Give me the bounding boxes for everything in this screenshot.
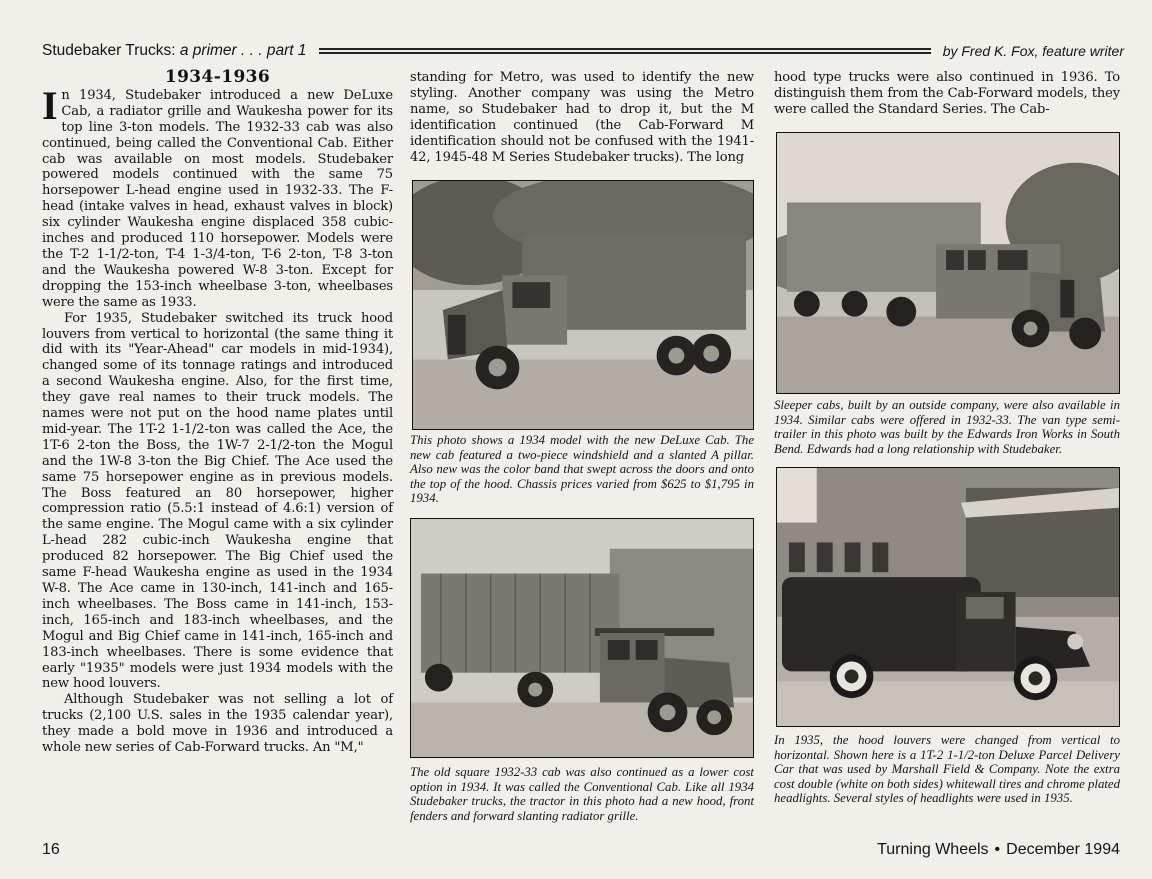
sleeper-cab-illustration [777, 133, 1119, 393]
paragraph-1934 [42, 82, 393, 311]
paragraph-1934-text: n 1934, Studebaker introduced a new DeLuxe Cab, a radiator grille and Waukesha power for its top line 3-ton models. The 1932-33 cab was also continued, being called the Conventional Cab. Either cab was available on most models. Studebaker powered models continued with the same 75 horsepower L-head engine used in 1932-33. The F-head (intake valves in head, exhaust valves in block) six cylinder Waukesha engine displaced 358 cubic-inches and produced 110 horsepower. Models were the T-2 1-1/2-ton, T-4 1-3/4-ton, T-6 2-ton, T-8 3-ton and the Waukesha powered W-8 3-ton. Except for dropping the 153-inch wheelbase 3-ton, wheelbases were the same as 1933. [42, 87, 393, 310]
series-name: Studebaker Trucks: [42, 42, 176, 59]
caption-photo-2: The old square 1932-33 cab was also continued as a lower cost option in 1934. It was called the Conventional Cab. Like all 1934 Studebaker trucks, the tractor in this photo had a new hood, front fenders and forward slanting radiator grille. [410, 765, 754, 823]
series-subtitle: a primer . . . part 1 [179, 42, 307, 59]
page-footer [877, 841, 1120, 859]
photo-conventional-cab [410, 518, 754, 758]
drop-cap: I [42, 82, 58, 128]
photo-sleeper-cab [776, 132, 1120, 394]
header-rule [319, 48, 931, 54]
paragraph-1936: Although Studebaker was not selling a lot of trucks (2,100 U.S. sales in the 1935 calendar year), they made a bold move in 1936 and introduced a whole new series of Cab-Forward trucks. An "M," [42, 692, 393, 756]
section-title: 1934-1936 [164, 67, 271, 87]
page-number: 16 [42, 841, 60, 858]
photo-1934-deluxe-cab [412, 180, 754, 430]
caption-photo-4: In 1935, the hood louvers were changed from vertical to horizontal. Shown here is a 1T-2 1-1/2-ton Deluxe Parcel Delivery Car that was used by Marshall Field & Company. Note the extra cost double (white on both sides) whitewall tires and chrome plated headlights. Several styles of headlights were used in 1935. [774, 733, 1120, 806]
tractor-trailer-illustration [411, 519, 753, 757]
paragraph-standard-series: hood type trucks were also continued in 1936. To distinguish them from the Cab-Forward models, they were called the Standard Series. The Cab- [774, 70, 1120, 117]
page-header [42, 40, 1124, 62]
paragraph-metro: standing for Metro, was used to identify the new styling. Another company was using the Metro name, so Studebaker had to drop it, but the M identification continued (the Cab-Forward M identification should not be confused with the 1941-42, 1945-48 M Series Studebaker trucks). The long [410, 70, 754, 165]
article-column-3 [774, 70, 1120, 118]
caption-photo-1: This photo shows a 1934 model with the new DeLuxe Cab. The new cab featured a two-piece windshield and a slanted A pillar. Also new was the color band that swept across the doors and onto the top of the hood. Chassis prices varied from $625 to $1,795 in 1934. [410, 433, 754, 506]
delivery-car-illustration [777, 468, 1119, 726]
issue-date: December 1994 [1006, 841, 1120, 858]
caption-photo-3: Sleeper cabs, built by an outside company, were also available in 1934. Similar cabs were offered in 1932-33. The van type semi-trailer in this photo was built by the Edwards Iron Works in South Bend. Edwards had a long relationship with Studebaker. [774, 398, 1120, 456]
article-column-1 [42, 67, 393, 756]
article-column-2 [410, 70, 754, 165]
truck-illustration [413, 181, 753, 429]
footer-bullet: • [994, 841, 1001, 858]
series-title [42, 42, 307, 60]
photo-parcel-delivery [776, 467, 1120, 727]
byline: by Fred K. Fox, feature writer [942, 43, 1124, 59]
paragraph-1935: For 1935, Studebaker switched its truck hood louvers from vertical to horizontal (the same thing it did with its "Year-Ahead" car models in mid-1934), changed some of its tonnage ratings and introduced a second Waukesha engine. Also, for the first time, they gave real names to their truck models. The names were not put on the hood name plates until mid-year. The 1T-2 1-1/2-ton was called the Ace, the 1T-6 2-ton the Boss, the 1W-7 2-1/2-ton the Mogul and the 1W-8 3-ton the Big Chief. The Ace used the same 75 horsepower engine as in previous models. The Boss featured an 80 horsepower, higher compression ratio (5.5:1 instead of 4.6:1) version of the same engine. The Mogul came with a six cylinder L-head 282 cubic-inch Waukesha engine that produced 82 horsepower. The Big Chief used the same F-head Waukesha engine as used in the 1934 W-8. The Ace came in 130-inch, 141-inch and 165-inch wheelbases. The Boss came in 141-inch, 153-inch, 165-inch and 183-inch wheelbases, and the Mogul and Big Chief came in 141-inch, 165-inch and 183-inch wheelbases. There is some evidence that early "1935" models were just 1934 models with the new hood louvers. [42, 310, 393, 692]
magazine-name: Turning Wheels [877, 841, 989, 858]
